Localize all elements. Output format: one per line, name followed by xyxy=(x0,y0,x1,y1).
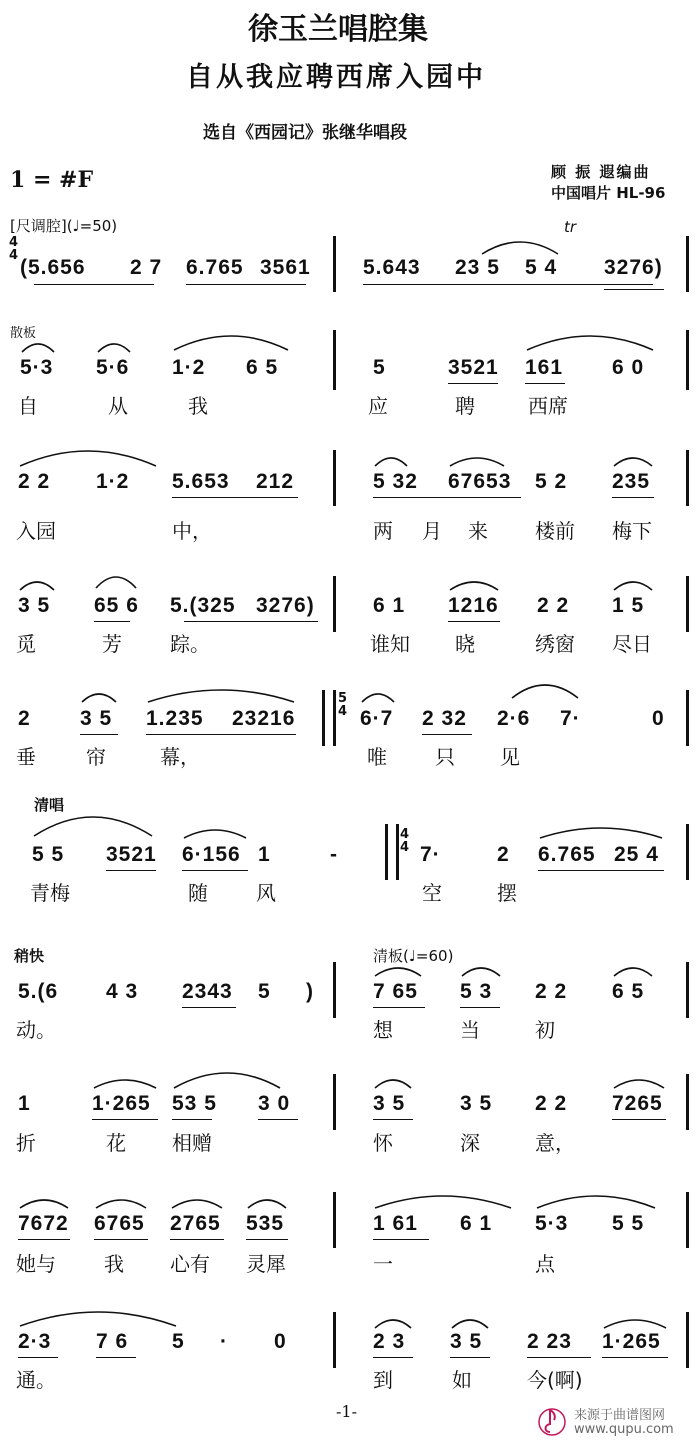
note-group: 6765 xyxy=(94,1212,145,1235)
lyric: 晓 xyxy=(455,632,475,656)
note-group: 7 6 xyxy=(96,1330,129,1353)
underline xyxy=(172,497,298,498)
note-group: 53 5 xyxy=(172,1092,217,1115)
lyric: 入园 xyxy=(16,519,56,543)
lyric: 应 xyxy=(368,394,388,418)
note-group: 1 61 xyxy=(373,1212,418,1235)
note-group: 23 5 xyxy=(455,256,500,279)
lyric: 点 xyxy=(535,1252,555,1276)
note-group: 0 xyxy=(274,1330,287,1353)
lyric: 风 xyxy=(256,881,276,905)
note-group: 6 0 xyxy=(612,356,645,379)
note-group: 3 5 xyxy=(450,1330,483,1353)
lyric: 摆 xyxy=(497,881,517,905)
slur xyxy=(20,338,56,354)
slur xyxy=(18,1194,70,1210)
lyric: 深 xyxy=(460,1131,480,1155)
time-signature: 5 4 xyxy=(338,691,348,719)
slur xyxy=(510,678,580,700)
watermark-text: 来源于曲谱图网 xyxy=(574,1408,666,1423)
song-title: 自从我应聘西席入园中 xyxy=(186,62,486,93)
slur xyxy=(32,808,154,838)
note-group: 6 1 xyxy=(460,1212,493,1235)
note-group: 3 5 xyxy=(373,1092,406,1115)
lyric: 西席 xyxy=(528,394,568,418)
barline xyxy=(686,962,689,1018)
barline xyxy=(322,690,325,746)
lyric: 月 xyxy=(422,519,442,543)
note-group: 2765 xyxy=(170,1212,221,1235)
note-group: 5 5 xyxy=(612,1212,645,1235)
slur xyxy=(538,822,664,840)
barline xyxy=(333,330,336,390)
underline xyxy=(18,1357,58,1358)
barline xyxy=(333,1074,336,1130)
barline xyxy=(333,1312,336,1368)
lyric: 今(啊) xyxy=(527,1368,583,1392)
note-group: 6.765 xyxy=(186,256,244,279)
slur xyxy=(448,452,506,468)
lyric: 见 xyxy=(500,745,520,769)
slur xyxy=(94,570,138,590)
lyric: 踪。 xyxy=(170,632,210,656)
a-cappella-mark: 清唱 xyxy=(34,796,65,814)
lyric: 芳 xyxy=(102,632,122,656)
note-group: 7 65 xyxy=(373,980,418,1003)
note-group: 5 xyxy=(258,980,271,1003)
underline xyxy=(182,1007,236,1008)
note-group: 4 3 xyxy=(106,980,139,1003)
slur xyxy=(172,330,290,352)
slur xyxy=(612,1074,666,1090)
note-group: 5.643 xyxy=(363,256,421,279)
note-group: 5 2 xyxy=(535,470,568,493)
note-group: 5 xyxy=(172,1330,185,1353)
note-group: 1·2 xyxy=(96,470,130,493)
slur xyxy=(602,1314,668,1330)
underline xyxy=(170,1239,224,1240)
underline xyxy=(538,870,664,871)
slur xyxy=(480,236,560,256)
lyric: 她与 xyxy=(16,1252,56,1276)
note-group: 3276) xyxy=(604,256,663,279)
slur xyxy=(246,1194,288,1210)
note-group: 6·7 xyxy=(360,707,394,730)
note-group: 2 2 xyxy=(535,980,568,1003)
lyric: 相赠 xyxy=(172,1131,212,1155)
lyric: 聘 xyxy=(455,394,475,418)
slur xyxy=(373,1074,413,1090)
barline xyxy=(333,1192,336,1248)
time-signature: 4 4 xyxy=(9,235,19,263)
lyric: 只 xyxy=(435,745,455,769)
barline xyxy=(686,236,689,292)
note-group: 67653 xyxy=(448,470,512,493)
underline xyxy=(373,497,521,498)
note-group: 2 xyxy=(497,843,510,866)
slur xyxy=(450,1314,490,1330)
note-group: 3 5 xyxy=(80,707,113,730)
note-group: 6 1 xyxy=(373,594,406,617)
page-number: -1- xyxy=(336,1402,357,1421)
slur xyxy=(170,1194,224,1210)
watermark-url: www.qupu.com xyxy=(574,1422,674,1437)
note-group: 6.765 xyxy=(538,843,596,866)
note-group: 5·3 xyxy=(535,1212,569,1235)
note-group: 2·3 xyxy=(18,1330,52,1353)
slur xyxy=(92,1074,158,1090)
note-group: 3 5 xyxy=(460,1092,493,1115)
underline xyxy=(146,734,296,735)
barline xyxy=(686,1312,689,1368)
lyric: 两 xyxy=(373,519,393,543)
underline xyxy=(602,1357,668,1358)
slur xyxy=(18,444,158,468)
time-signature: 4 4 xyxy=(400,827,410,855)
slur xyxy=(373,1314,413,1330)
underline xyxy=(527,1357,591,1358)
barline xyxy=(333,962,336,1018)
lyric: 折 xyxy=(16,1131,36,1155)
underline xyxy=(94,1239,148,1240)
slur xyxy=(373,1190,513,1210)
note-group: · xyxy=(220,1330,228,1353)
note-group: 6·156 xyxy=(182,843,241,866)
slur xyxy=(373,452,409,468)
note-group: 2 xyxy=(18,707,31,730)
underline xyxy=(96,1357,136,1358)
note-group: 5.(325 xyxy=(170,594,236,617)
underline xyxy=(184,621,318,622)
note-group: 1·265 xyxy=(92,1092,151,1115)
note-group: 1 xyxy=(18,1092,31,1115)
underline xyxy=(106,870,156,871)
lyric: 自 xyxy=(18,394,38,418)
lyric: 花 xyxy=(106,1131,126,1155)
lyric: 我 xyxy=(188,394,208,418)
lyric: 动。 xyxy=(16,1018,56,1042)
note-group: 161 xyxy=(525,356,564,379)
underline xyxy=(34,284,154,285)
note-group: 1·2 xyxy=(172,356,206,379)
note-group: 3276) xyxy=(256,594,315,617)
note-group: 535 xyxy=(246,1212,285,1235)
slur xyxy=(360,688,396,704)
note-group: 5·6 xyxy=(96,356,130,379)
barline xyxy=(385,824,388,880)
note-group: 25 4 xyxy=(614,843,659,866)
underline xyxy=(448,383,498,384)
slur xyxy=(18,576,56,592)
underline xyxy=(373,1239,429,1240)
lyric: 垂 xyxy=(16,745,36,769)
lyric: 青梅 xyxy=(30,881,70,905)
lyric: 帘 xyxy=(86,745,106,769)
note-group: 2·6 xyxy=(497,707,531,730)
note-group: 2 2 xyxy=(18,470,51,493)
note-group: 212 xyxy=(256,470,295,493)
lyric: 灵犀 xyxy=(246,1252,286,1276)
lyric: 当 xyxy=(460,1018,480,1042)
lyric: 绣窗 xyxy=(535,632,575,656)
lyric: 楼前 xyxy=(535,519,575,543)
lyric: 梅下 xyxy=(612,519,652,543)
lyric: 怀 xyxy=(373,1131,393,1155)
note-group: 6 5 xyxy=(612,980,645,1003)
note-group: 3 5 xyxy=(18,594,51,617)
note-group: 5.(6 xyxy=(18,980,59,1003)
music-note-icon xyxy=(538,1402,566,1442)
slur xyxy=(612,452,654,468)
lyric: 中， xyxy=(172,519,212,543)
lyric: 意， xyxy=(535,1131,575,1155)
note-group: 3 0 xyxy=(258,1092,291,1115)
underline xyxy=(94,621,130,622)
note-group: (5.656 xyxy=(20,256,86,279)
note-group: 5 4 xyxy=(525,256,558,279)
barline xyxy=(686,330,689,390)
slur xyxy=(146,684,296,704)
underline xyxy=(18,1239,70,1240)
note-group: 23216 xyxy=(232,707,296,730)
note-group: 5·3 xyxy=(20,356,54,379)
key-signature: 1 = #F xyxy=(10,167,94,193)
note-group: 5 32 xyxy=(373,470,418,493)
slur xyxy=(525,330,655,352)
note-group: 1216 xyxy=(448,594,499,617)
lyric: 心有 xyxy=(170,1252,210,1276)
tempo-mark: 稍快 xyxy=(14,947,45,965)
slur xyxy=(80,688,118,704)
lyric: 唯 xyxy=(367,745,387,769)
barline xyxy=(686,1192,689,1248)
barline xyxy=(333,450,336,506)
lyric: 从 xyxy=(108,394,128,418)
note-group: 1.235 xyxy=(146,707,204,730)
note-group: 2 7 xyxy=(130,256,163,279)
note-group: 3521 xyxy=(448,356,499,379)
page-title: 徐玉兰唱腔集 xyxy=(248,12,428,47)
note-group: 3561 xyxy=(260,256,311,279)
slur xyxy=(612,576,654,592)
tempo-mark: 清板(♩=60) xyxy=(373,947,454,965)
lyric: 通。 xyxy=(16,1368,56,1392)
slur xyxy=(18,1306,178,1328)
underline xyxy=(450,1357,490,1358)
underline xyxy=(460,1007,500,1008)
record-credit: 中国唱片 HL-96 xyxy=(551,184,666,202)
slur xyxy=(94,1194,148,1210)
lyric: 一 xyxy=(373,1252,393,1276)
barline xyxy=(686,824,689,880)
note-group: 7· xyxy=(420,843,441,866)
lyric: 如 xyxy=(452,1368,472,1392)
lyric: 谁知 xyxy=(370,632,410,656)
barline xyxy=(333,690,336,746)
slur xyxy=(448,576,500,592)
slur xyxy=(172,1066,282,1090)
underline xyxy=(246,1239,288,1240)
slur xyxy=(612,962,654,978)
lyric: 我 xyxy=(104,1252,124,1276)
underline xyxy=(448,621,500,622)
note-group: 1 xyxy=(258,843,271,866)
underline xyxy=(80,734,118,735)
underline xyxy=(612,1119,666,1120)
note-group: 3521 xyxy=(106,843,157,866)
lyric: 随 xyxy=(188,881,208,905)
note-group: 2 2 xyxy=(537,594,570,617)
note-group: 6 5 xyxy=(246,356,279,379)
underline xyxy=(92,1119,158,1120)
note-group: 235 xyxy=(612,470,651,493)
slur xyxy=(96,338,132,354)
underline xyxy=(172,1119,212,1120)
barline xyxy=(333,236,336,292)
lyric: 空 xyxy=(422,881,442,905)
note-group: 5 5 xyxy=(32,843,65,866)
underline xyxy=(612,497,654,498)
note-group: ) xyxy=(306,980,314,1003)
note-group: 0 xyxy=(652,707,665,730)
underline xyxy=(525,383,565,384)
barline xyxy=(686,1074,689,1130)
trill-mark: tr xyxy=(564,218,577,236)
note-group: 2 3 xyxy=(373,1330,406,1353)
note-group: 7265 xyxy=(612,1092,663,1115)
slur xyxy=(460,962,502,978)
note-group: 7672 xyxy=(18,1212,69,1235)
lyric: 尽日 xyxy=(612,632,652,656)
barline xyxy=(396,824,399,880)
note-group: 5 xyxy=(373,356,386,379)
note-group: 1 5 xyxy=(612,594,645,617)
barline xyxy=(686,690,689,746)
note-group: 2 32 xyxy=(422,707,467,730)
barline xyxy=(686,576,689,632)
note-group: 5 3 xyxy=(460,980,493,1003)
free-meter-mark: 散板 xyxy=(10,326,37,341)
underline xyxy=(186,284,306,285)
composer-credit: 顾 振 遐编曲 xyxy=(551,163,651,181)
underline xyxy=(182,870,248,871)
source-line: 选自《西园记》张继华唱段 xyxy=(203,123,407,143)
note-group: 1·265 xyxy=(602,1330,661,1353)
tempo-mark: [尺调腔](♩=50) xyxy=(10,217,118,235)
slur xyxy=(373,962,423,978)
note-group: 2 2 xyxy=(535,1092,568,1115)
lyric: 想 xyxy=(373,1018,393,1042)
underline xyxy=(373,1119,413,1120)
barline xyxy=(686,450,689,506)
note-group: 2 23 xyxy=(527,1330,572,1353)
note-group: 2343 xyxy=(182,980,233,1003)
lyric: 来 xyxy=(468,519,488,543)
lyric: 初 xyxy=(535,1018,555,1042)
underline xyxy=(258,1119,298,1120)
slur xyxy=(535,1190,657,1210)
underline xyxy=(373,1357,413,1358)
slur xyxy=(182,824,248,840)
underline xyxy=(422,734,472,735)
note-group: 65 6 xyxy=(94,594,139,617)
underline xyxy=(363,284,653,285)
note-group: 7· xyxy=(560,707,581,730)
note-group: - xyxy=(330,843,338,866)
barline xyxy=(333,576,336,632)
underline xyxy=(604,289,664,290)
underline xyxy=(373,1007,425,1008)
lyric: 幕， xyxy=(160,745,200,769)
note-group: 5.653 xyxy=(172,470,230,493)
lyric: 到 xyxy=(373,1368,393,1392)
lyric: 觅 xyxy=(16,632,36,656)
